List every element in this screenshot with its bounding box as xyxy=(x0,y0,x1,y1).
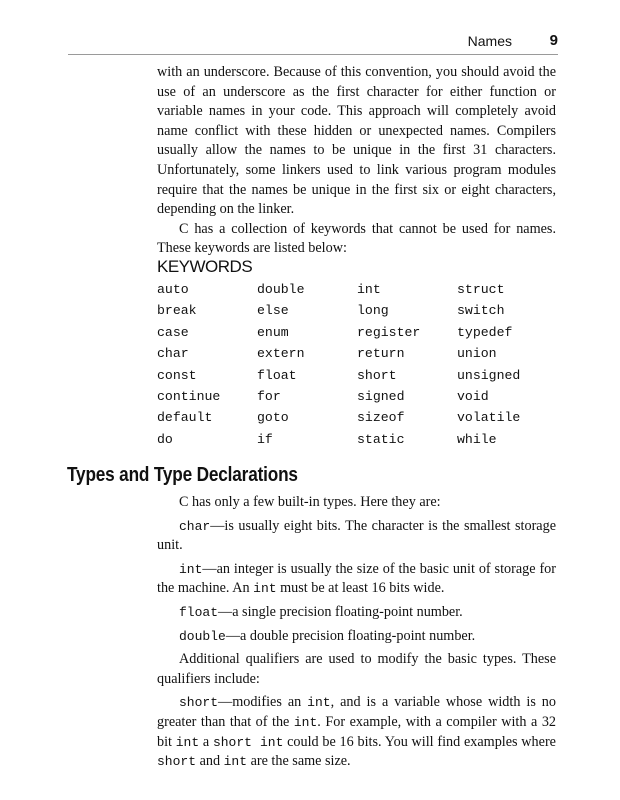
keyword-cell: void xyxy=(457,388,489,404)
description: —an integer is usually the size of the basic unit of storage for the machine. An xyxy=(157,560,556,597)
keyword-cell: union xyxy=(457,346,497,362)
keyword-cell: enum xyxy=(257,324,289,340)
keyword-cell: continue xyxy=(157,388,221,404)
keyword-cell: static xyxy=(357,431,405,447)
description: —a single precision floating-point number. xyxy=(218,603,463,620)
description: a xyxy=(199,733,213,750)
table-row xyxy=(157,432,557,453)
description: —a double precision floating-point number. xyxy=(225,627,476,644)
type-int-paragraph xyxy=(157,560,556,599)
keyword-cell: do xyxy=(157,431,173,447)
keyword-cell: short xyxy=(357,367,397,383)
table-row xyxy=(157,303,557,324)
code-term: short int xyxy=(212,734,284,750)
table-row xyxy=(157,389,557,410)
table-row xyxy=(157,368,557,389)
keyword-cell: int xyxy=(357,282,381,297)
description: . For example, with a compiler with a 32 bit xyxy=(157,713,557,750)
page-number: 9 xyxy=(549,32,558,49)
page-header xyxy=(68,28,558,55)
code-term: int xyxy=(223,754,248,770)
type-float-paragraph xyxy=(157,603,556,623)
keyword-cell: return xyxy=(357,346,405,362)
paragraph: C has a collection of keywords that cannot be used for names. These keywords are listed below: xyxy=(157,220,556,257)
qualifier-short-paragraph xyxy=(157,693,556,771)
keyword-cell: struct xyxy=(457,282,505,297)
type-char-paragraph xyxy=(157,517,556,556)
running-title: Names xyxy=(467,33,512,49)
keyword-cell: extern xyxy=(257,346,305,362)
keyword-cell: auto xyxy=(157,282,189,297)
table-row xyxy=(157,282,557,303)
keywords-table xyxy=(157,282,557,453)
keyword-cell: signed xyxy=(357,388,405,404)
keyword-cell: long xyxy=(357,303,389,319)
paragraph: with an underscore. Because of this convention, you should avoid the use of an underscore as the first character for either function or variable names in your code. This approach will completely avoid name conflict with these hidden or unexpected names. Compilers usually allow the names to be unique in the first 31 characters. Unfortunately, some linkers used to link various program modules require that the names be unique in the first six or eight characters, depending on the linker. xyxy=(157,64,556,218)
intro-text xyxy=(157,63,556,259)
paragraph: C has only a few built-in types. Here they are: xyxy=(179,494,441,510)
keyword-cell: double xyxy=(257,282,305,297)
code-term: int xyxy=(253,581,277,597)
keyword-cell: case xyxy=(157,324,189,340)
keyword-cell: sizeof xyxy=(357,410,405,426)
keyword-cell: unsigned xyxy=(457,367,521,383)
types-text xyxy=(157,493,556,776)
code-term: double xyxy=(179,628,226,644)
table-row xyxy=(157,346,557,367)
keyword-cell: if xyxy=(257,431,273,447)
keyword-cell: default xyxy=(157,410,213,426)
code-term: int xyxy=(175,734,200,750)
keyword-cell: const xyxy=(157,367,197,383)
code-term: float xyxy=(179,604,219,620)
table-row xyxy=(157,325,557,346)
description: —modifies an xyxy=(218,694,308,711)
keyword-cell: char xyxy=(157,346,189,362)
description: could be 16 bits. You will find examples where xyxy=(283,733,556,750)
paragraph: Additional qualifiers are used to modify the basic types. These qualifiers include: xyxy=(157,651,556,687)
keyword-cell: float xyxy=(257,367,297,383)
keyword-cell: register xyxy=(357,324,421,340)
code-term: int xyxy=(307,695,331,711)
code-term: int xyxy=(179,561,203,577)
type-double-paragraph xyxy=(157,627,556,647)
code-term: int xyxy=(293,714,318,730)
description: and xyxy=(196,753,224,770)
code-term: short xyxy=(179,695,219,711)
table-row xyxy=(157,410,557,431)
keyword-cell: for xyxy=(257,388,281,404)
code-term: short xyxy=(157,754,197,770)
code-term: char xyxy=(179,518,211,534)
keyword-cell: break xyxy=(157,303,197,319)
keyword-cell: while xyxy=(457,431,497,447)
keyword-cell: switch xyxy=(457,303,505,319)
description: , and is a variable whose width is no greater than that of the xyxy=(157,694,556,730)
keywords-title: KEYWORDS xyxy=(157,257,253,276)
section-heading: Types and Type Declarations xyxy=(67,464,298,486)
description: —is usually eight bits. The character is the smallest storage unit. xyxy=(157,517,556,554)
keyword-cell: goto xyxy=(257,410,289,426)
keyword-cell: typedef xyxy=(457,324,513,340)
keyword-cell: else xyxy=(257,303,289,319)
keyword-cell: volatile xyxy=(457,410,521,426)
description: are the same size. xyxy=(247,753,351,770)
description: must be at least 16 bits wide. xyxy=(276,580,445,597)
